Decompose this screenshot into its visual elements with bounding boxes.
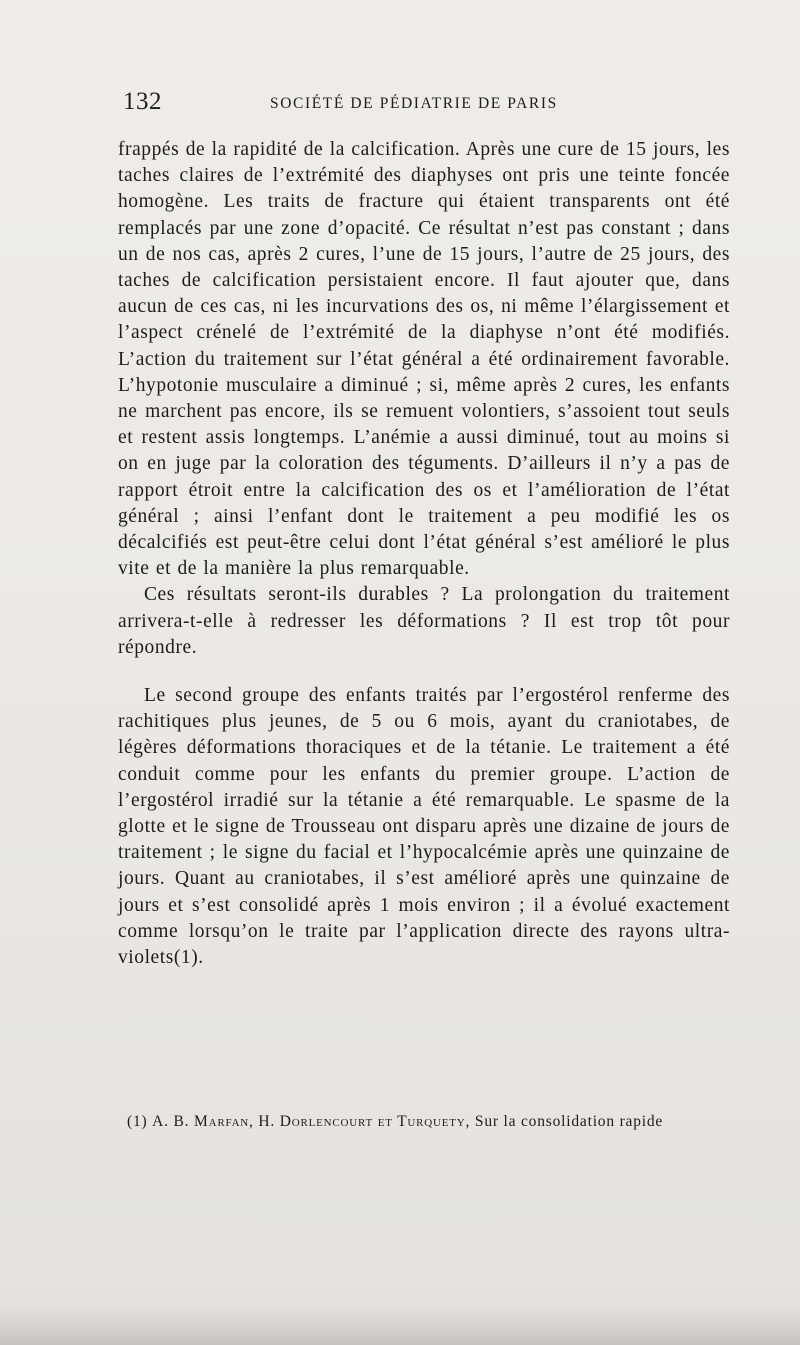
page-number: 132 xyxy=(123,88,162,115)
body-text xyxy=(118,137,730,971)
footnote-marker: (1) xyxy=(127,1113,148,1130)
paragraph-durability: Ces résultats seront-ils durables ? La prolongation du traitement arrivera-t-elle à redresser les déformations ? Il est trop tôt pour répondre. xyxy=(118,584,730,658)
footnote-text: Sur la consolidation rapide xyxy=(474,1113,664,1130)
footnote-authors: A. B. Marfan, H. Dorlencourt et Turquety, xyxy=(152,1113,471,1130)
footnote xyxy=(127,1113,732,1131)
running-header xyxy=(123,88,733,118)
page-edge-shadow xyxy=(0,1305,800,1345)
paragraph-second-group: Le second groupe des enfants traités par l’ergostérol renferme des rachitiques plus jeunes, de 5 ou 6 mois, ayant du craniotabes, de légères déformations thoraciques et de la tétanie. Le traitement a été conduit comme pour les enfants du premier groupe. L’action de l’ergostérol irradié sur la tétanie a été remarquable. Le spasme de la glotte et le signe de Trousseau ont disparu après une dizaine de jours de traitement ; le signe du facial et l’hypocalcémie après une quinzaine de jours. Quant au craniotabes, il s’est amélioré après une quinzaine de jours et s’est consolidé après 1 mois environ ; il a évolué exactement comme lorsqu’on le traite par l’application directe des rayons ultra-violets(1). xyxy=(118,685,730,969)
paragraph-continued: frappés de la rapidité de la calcification. Après une cure de 15 jours, les taches claires de l’extrémité des diaphyses ont pris une teinte foncée homogène. Les traits de fracture qui étaient transparents ont été remplacés par une zone d’opacité. Ce résultat n’est pas constant ; dans un de nos cas, après 2 cures, l’une de 15 jours, l’autre de 25 jours, des taches de calcification persistaient encore. Il faut ajouter que, dans aucun de ces cas, ni les incurvations des os, ni même l’élargissement et l’aspect crénelé de l’extrémité de la diaphyse n’ont été modifiés. L’action du traitement sur l’état général a été ordinairement favorable. L’hypotonie musculaire a diminué ; si, même après 2 cures, les enfants ne marchent pas encore, ils se remuent volontiers, s’assoient tout seuls et restent assis longtemps. L’anémie a aussi diminué, tout au moins si on en juge par la coloration des téguments. D’ailleurs il n’y a pas de rapport étroit entre la calcification des os et l’amélioration de l’état général ; ainsi l’enfant dont le traitement a peu modifié les os décalcifiés est peut-être celui dont l’état général s’est amélioré le plus vite et de la manière la plus remarquable. xyxy=(118,139,730,580)
running-title: SOCIÉTÉ DE PÉDIATRIE DE PARIS xyxy=(270,95,558,112)
